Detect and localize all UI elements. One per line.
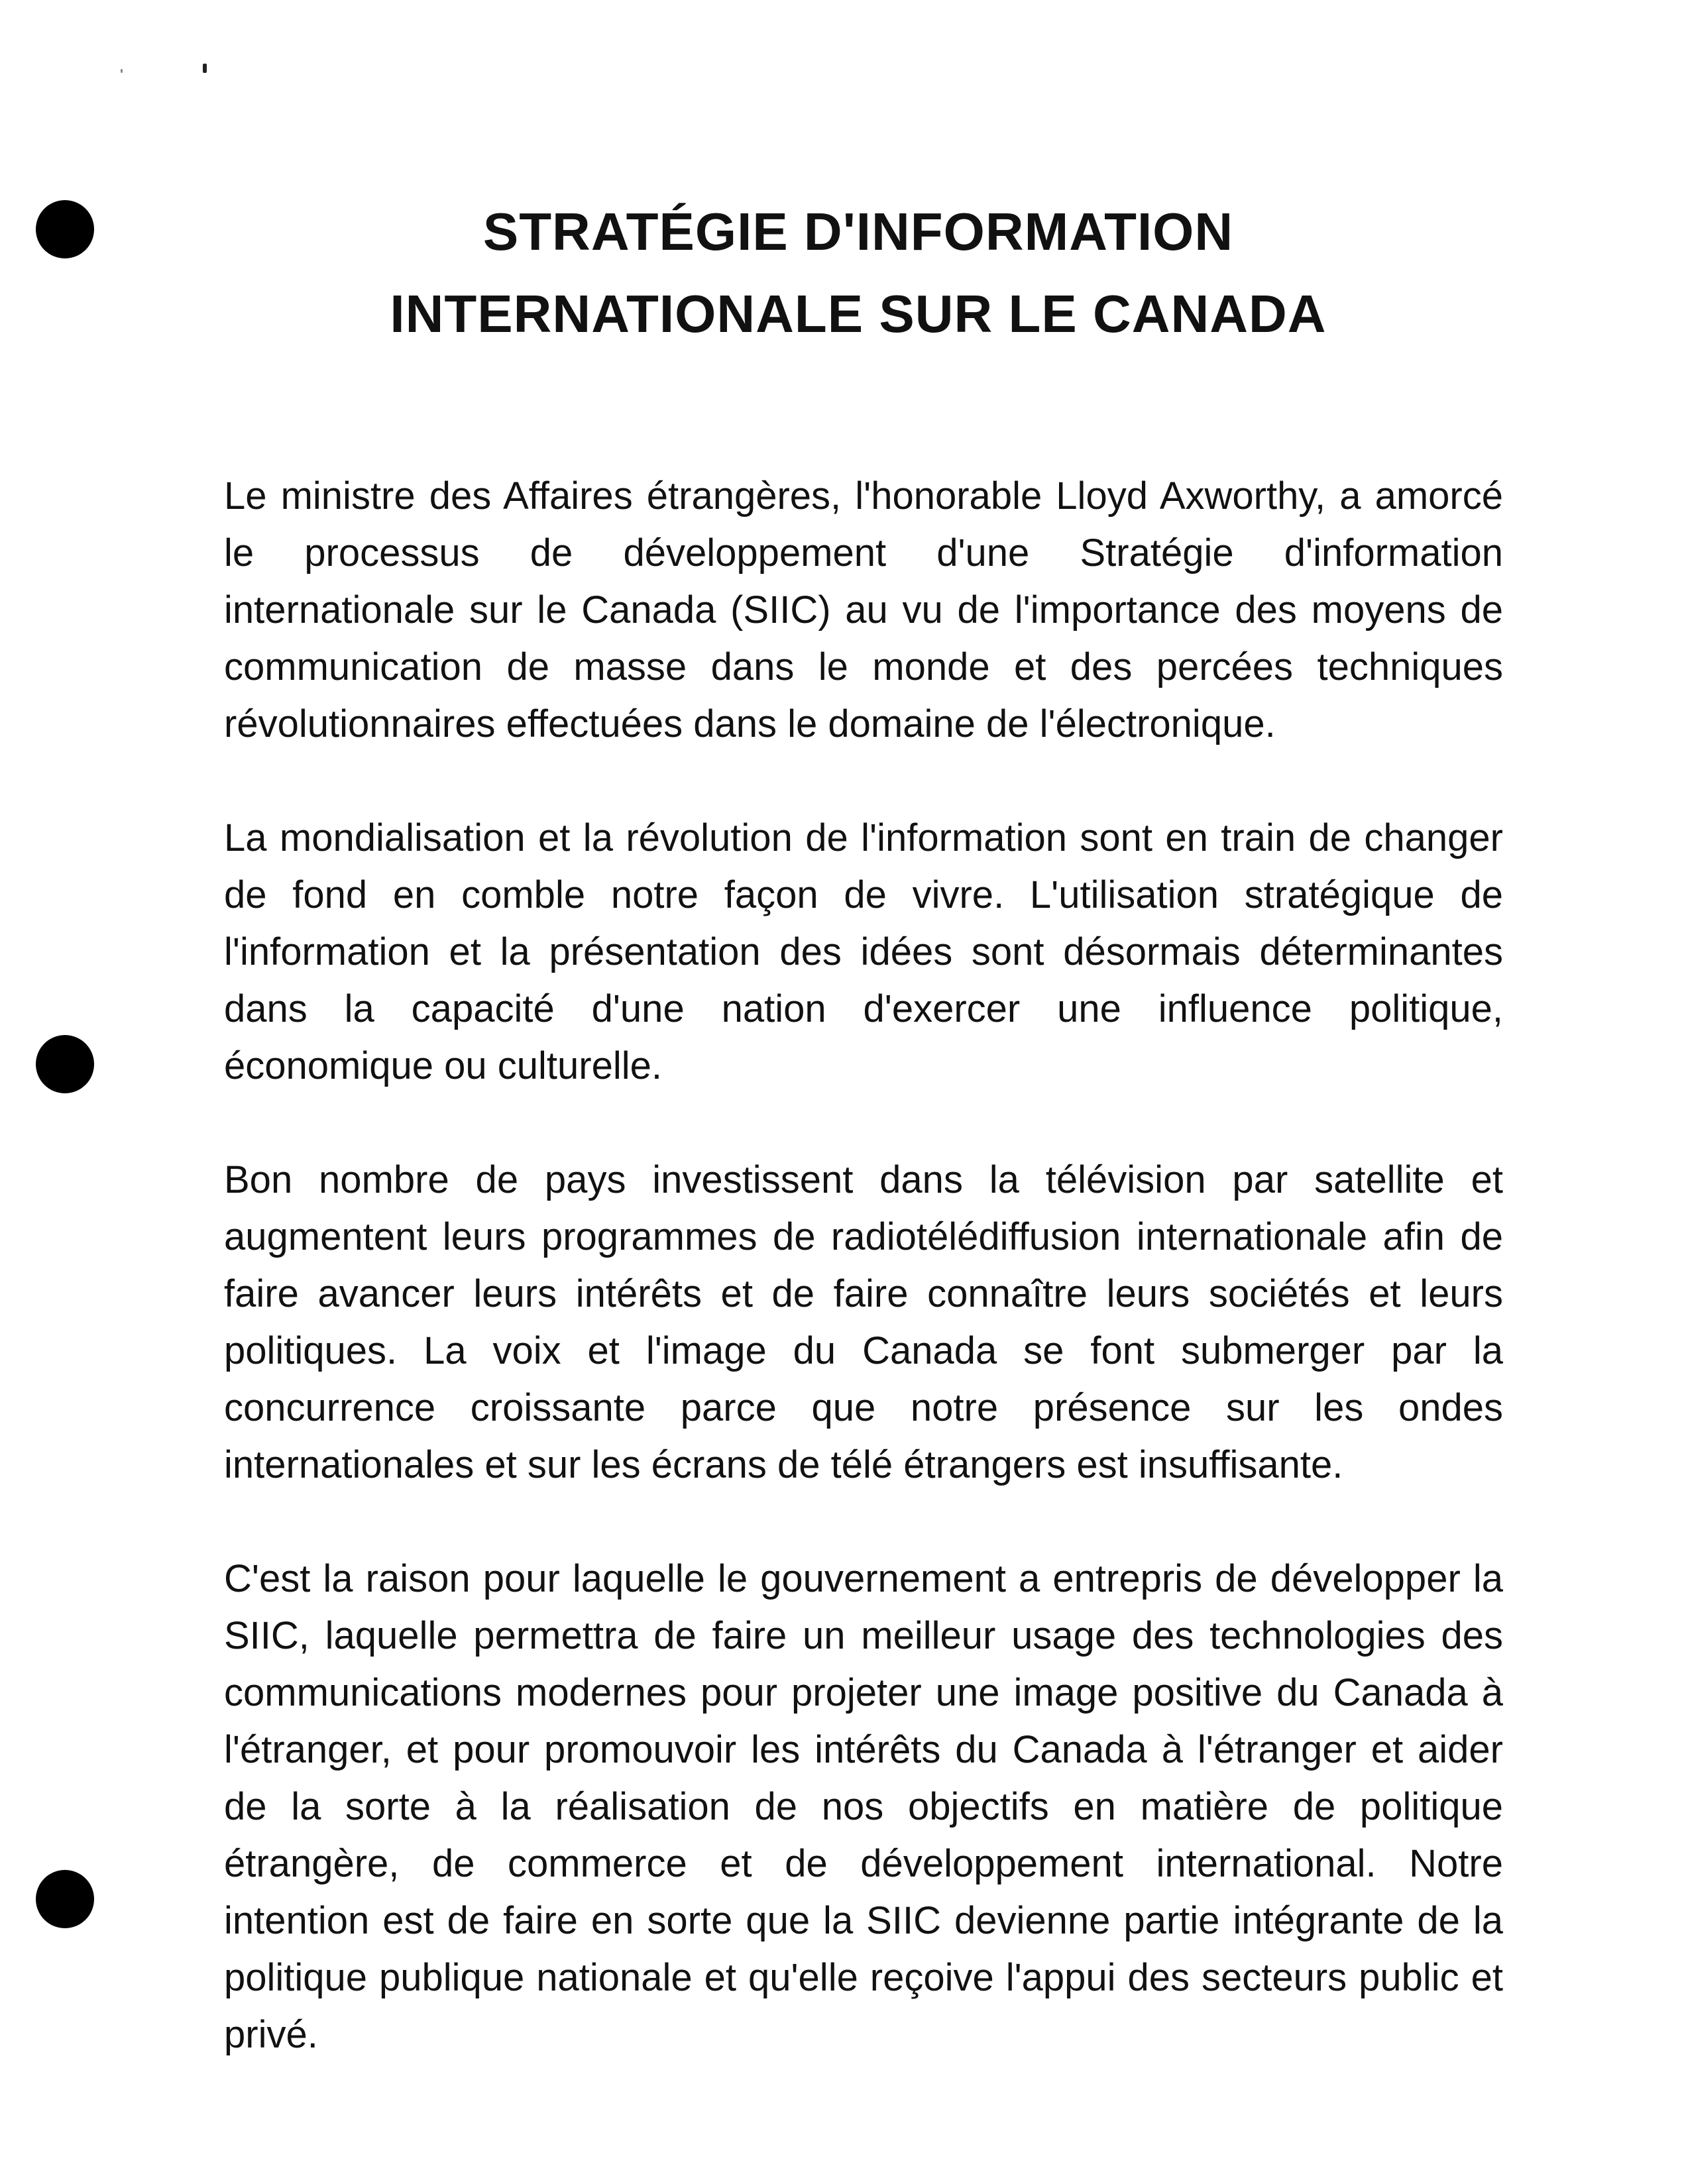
punch-hole-bottom: [36, 1870, 94, 1928]
paragraph-3: Bon nombre de pays investissent dans la télévision par satellite et augmentent leurs programmes de radiotélédiffusion internationale afin de faire avancer leurs intérêts et de faire connaître leurs sociétés et leurs politiques. La voix et l'image du Canada se font submerger par la concurrence croissante parce que notre présence sur les ondes internationales et sur les écrans de télé étrangers est insuffisante.: [224, 1158, 1503, 1486]
document-title: [199, 191, 1518, 355]
title-line-2: INTERNATIONALE SUR LE CANADA: [390, 284, 1327, 343]
punch-hole-top: [36, 200, 94, 258]
paragraph-1: Le ministre des Affaires étrangères, l'honorable Lloyd Axworthy, a amorcé le processus de développement d'une Stratégie d'information internationale sur le Canada (SIIC) au vu de l'importance des moyens de communication de masse dans le monde et des percées techniques révolutionnaires effectuées dans le domaine de l'électronique.: [224, 474, 1503, 745]
title-line-1: STRATÉGIE D'INFORMATION: [482, 202, 1234, 261]
scan-speck: [121, 69, 123, 73]
punch-hole-middle: [36, 1035, 94, 1093]
paragraph-2: La mondialisation et la révolution de l'information sont en train de changer de fond en comble notre façon de vivre. L'utilisation stratégique de l'information et la présentation des idées sont désormais déterminantes dans la capacité d'une nation d'exercer une influence politique, économique ou culturelle.: [224, 816, 1503, 1087]
paragraph-4: C'est la raison pour laquelle le gouvernement a entrepris de développer la SIIC, laquelle permettra de faire un meilleur usage des technologies des communications modernes pour projeter une image positive du Canada à l'étranger, et pour promouvoir les intérêts du Canada à l'étranger et aider de la sorte à la réalisation de nos objectifs en matière de politique étrangère, de commerce et de développement international. Notre intention est de faire en sorte que la SIIC devienne partie intégrante de la politique publique nationale et qu'elle reçoive l'appui des secteurs public et privé.: [224, 1557, 1503, 2056]
scan-speck: [203, 64, 207, 73]
